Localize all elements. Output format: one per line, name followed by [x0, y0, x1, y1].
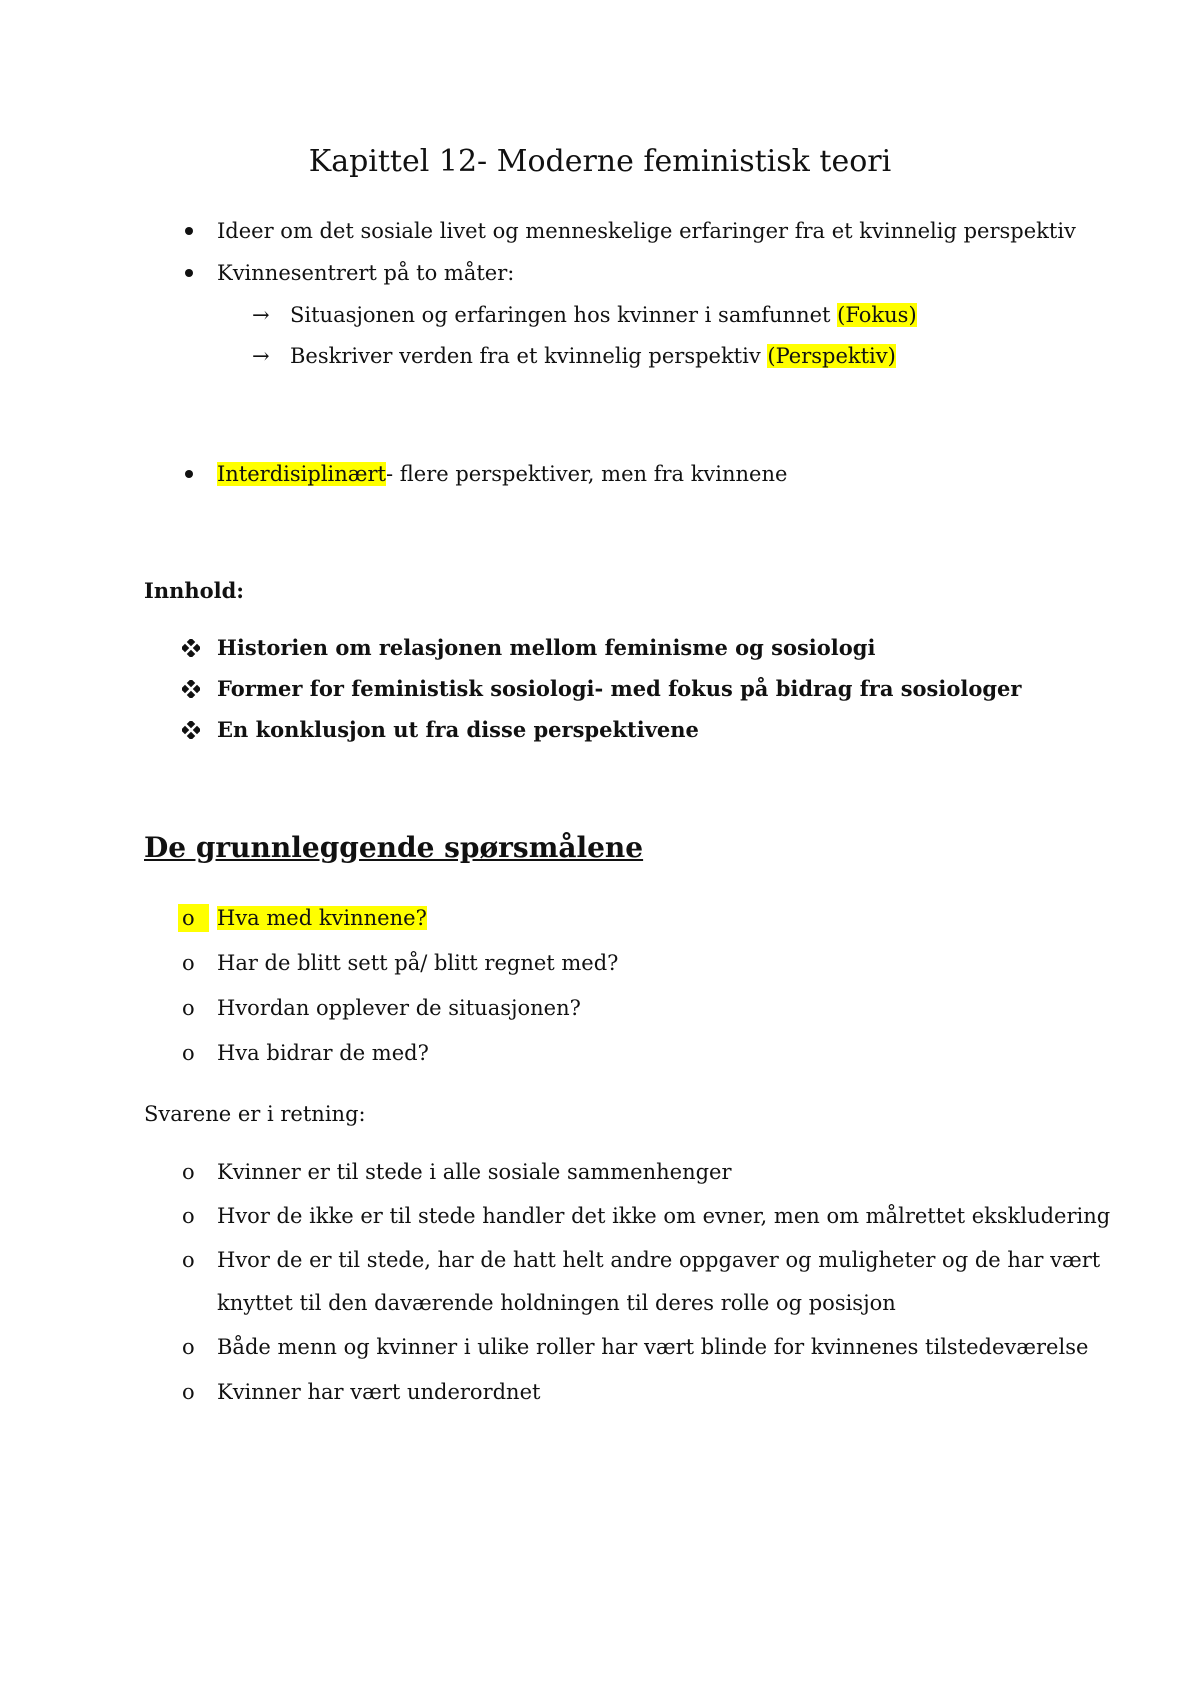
circle-bullet-icon: o [182, 1335, 195, 1359]
question-1 [217, 904, 427, 932]
content-item-1: Historien om relasjonen mellom feminisme og sosiologi [217, 635, 876, 660]
highlight-perspektiv: (Perspektiv) [767, 344, 896, 368]
content-item-2: Former for feministisk sosiologi- med fokus på bidrag fra sosiologer [217, 676, 1022, 701]
circle-bullet-icon: o [182, 1041, 195, 1065]
circle-bullet-icon: o [182, 996, 195, 1020]
document-title: Kapittel 12- Moderne feministisk teori [308, 144, 892, 179]
circle-bullet-icon: o [182, 1204, 195, 1228]
bullet-icon [185, 470, 193, 478]
circle-bullet-icon: o [182, 1248, 195, 1272]
content-item-3: En konklusjon ut fra disse perspektivene [217, 717, 699, 742]
content-heading: Innhold: [144, 578, 245, 603]
highlight-fokus: (Fokus) [837, 303, 917, 327]
bullet-icon [185, 269, 193, 277]
circle-bullet-icon: o [178, 904, 209, 932]
arrow-right-icon: → [252, 303, 270, 327]
answer-5: Kvinner har vært underordnet [217, 1380, 541, 1404]
question-4: Hva bidrar de med? [217, 1041, 429, 1065]
sub-item-1 [290, 301, 917, 329]
question-text: Hva med kvinnene? [217, 906, 427, 930]
interdisciplinary-rest: - flere perspektiver, men fra kvinnene [386, 462, 788, 486]
arrow-right-icon: → [252, 344, 270, 368]
bullet-icon [185, 227, 193, 235]
question-2: Har de blitt sett på/ blitt regnet med? [217, 951, 619, 975]
diamond-bullet-icon [182, 680, 200, 698]
highlight-interdisiplinaert: Interdisiplinært [217, 462, 386, 486]
intro-bullet-2: Kvinnesentrert på to måter: [217, 261, 515, 285]
answer-2: Hvor de ikke er til stede handler det ikke om evner, men om målrettet ekskludering [217, 1204, 1111, 1228]
answer-1: Kvinner er til stede i alle sosiale sammenhenger [217, 1160, 732, 1184]
interdisciplinary-item [217, 460, 787, 488]
circle-bullet-icon: o [182, 951, 195, 975]
section-heading: De grunnleggende spørsmålene [144, 831, 644, 864]
answer-3-continued: knyttet til den daværende holdningen til deres rolle og posisjon [217, 1291, 896, 1315]
sub-item-2 [290, 342, 896, 370]
answers-intro: Svarene er i retning: [144, 1102, 366, 1126]
sub-item-text: Beskriver verden fra et kvinnelig perspektiv [290, 344, 768, 368]
circle-bullet-icon: o [182, 1380, 195, 1404]
circle-bullet-icon: o [182, 1160, 195, 1184]
question-3: Hvordan opplever de situasjonen? [217, 996, 581, 1020]
intro-bullet-1: Ideer om det sosiale livet og menneskelige erfaringer fra et kvinnelig perspektiv [217, 219, 1076, 243]
answer-4: Både menn og kvinner i ulike roller har vært blinde for kvinnenes tilstedeværelse [217, 1335, 1089, 1359]
sub-item-text: Situasjonen og erfaringen hos kvinner i samfunnet [290, 303, 838, 327]
diamond-bullet-icon [182, 639, 200, 657]
diamond-bullet-icon [182, 721, 200, 739]
answer-3: Hvor de er til stede, har de hatt helt andre oppgaver og muligheter og de har vært [217, 1248, 1101, 1272]
